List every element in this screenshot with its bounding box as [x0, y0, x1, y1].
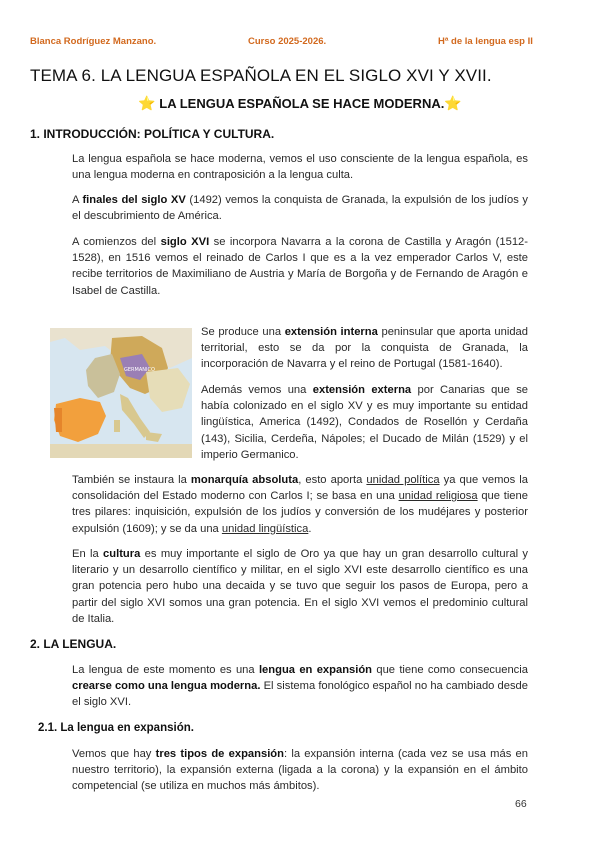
section-heading: 1. INTRODUCCIÓN: POLÍTICA Y CULTURA.: [30, 127, 275, 141]
europe-map-graphic: [50, 328, 192, 458]
star-icon: ⭐: [444, 95, 462, 111]
map-label: GERMANICO: [124, 367, 155, 373]
paragraph: También se instaura la monarquía absoluta, esto aporta unidad política ya que vemos la consolidación del Estado moderno con Carlos I; se basa en una unidad religiosa que tiene tres pilares: inquisición, expulsión de los judíos y conversión de los mudéjares y posterior expulsión (1609); y se da una unidad lingüística.: [72, 474, 528, 535]
section-heading: 2. LA LENGUA.: [30, 637, 117, 651]
header-course: Curso 2025-2026.: [248, 36, 327, 47]
page-subtitle: [0, 95, 600, 112]
paragraph: La lengua de este momento es una lengua en expansión que tiene como consecuencia crearse como una lengua moderna. El sistema fonológico español no ha cambiado desde el siglo XVI.: [72, 664, 528, 709]
paragraph: A comienzos del siglo XVI se incorpora Navarra a la corona de Castilla y Aragón (1512-1528), en 1516 vemos el reinado de Carlos I que es a la vez emperador Carlos V, este recibe territorios de Maximiliano de Austria y María de Borgoña y de Fernando de Aragón e Isabel de Castilla.: [72, 236, 528, 297]
paragraph: Se produce una extensión interna peninsular que aporta unidad territorial, esto se da por la conquista de Granada, la incorporación de Navarra y el reino de Portugal (1581-1640).: [201, 326, 528, 371]
page-title: TEMA 6. LA LENGUA ESPAÑOLA EN EL SIGLO XVI Y XVII.: [30, 66, 492, 85]
paragraph: Además vemos una extensión externa por Canarias que se había colonizado en el siglo XV y es muy importante su entidad lingüística, America (1492), Condados de Rosellón y Cerdaña (143), Sicilia, Cerdeña, Nápoles; el Ducado de Milán (1529) y el imperio Germanico.: [201, 384, 529, 461]
star-icon: ⭐: [138, 95, 156, 111]
paragraph: Vemos que hay tres tipos de expansión: la expansión interna (cada vez se usa más en nuestro territorio), la expansión externa (ligada a la corona) y la expansión en el ámbito competencial (se utiliza en muchos más ámbitos).: [72, 748, 528, 793]
subsection-heading: 2.1. La lengua en expansión.: [38, 722, 194, 734]
europe-map-image: [50, 328, 192, 458]
paragraph: A finales del siglo XV (1492) vemos la conquista de Granada, la expulsión de los judíos y el descubrimiento de América.: [72, 194, 528, 223]
paragraph: En la cultura es muy importante el siglo de Oro ya que hay un gran desarrollo cultural y literario y un desarrollo científico y militar, en el siglo XVI este desarrollo científico es una gran potencia pero hubo una decaida y se tuvo que seguir los pasos de Europa, pero a partir del siglo XVI somos una gran potencia. En el siglo XVI vemos el predominio cultural de Italia.: [72, 548, 528, 625]
page-number: 66: [515, 798, 527, 810]
header-subject: Hª de la lengua esp II: [438, 36, 533, 47]
paragraph: La lengua española se hace moderna, vemos el uso consciente de la lengua española, es una lengua moderna en contraposición a la lengua culta.: [72, 153, 528, 182]
subtitle-text: LA LENGUA ESPAÑOLA SE HACE MODERNA.: [159, 96, 445, 111]
header-author: Blanca Rodríguez Manzano.: [30, 36, 157, 47]
